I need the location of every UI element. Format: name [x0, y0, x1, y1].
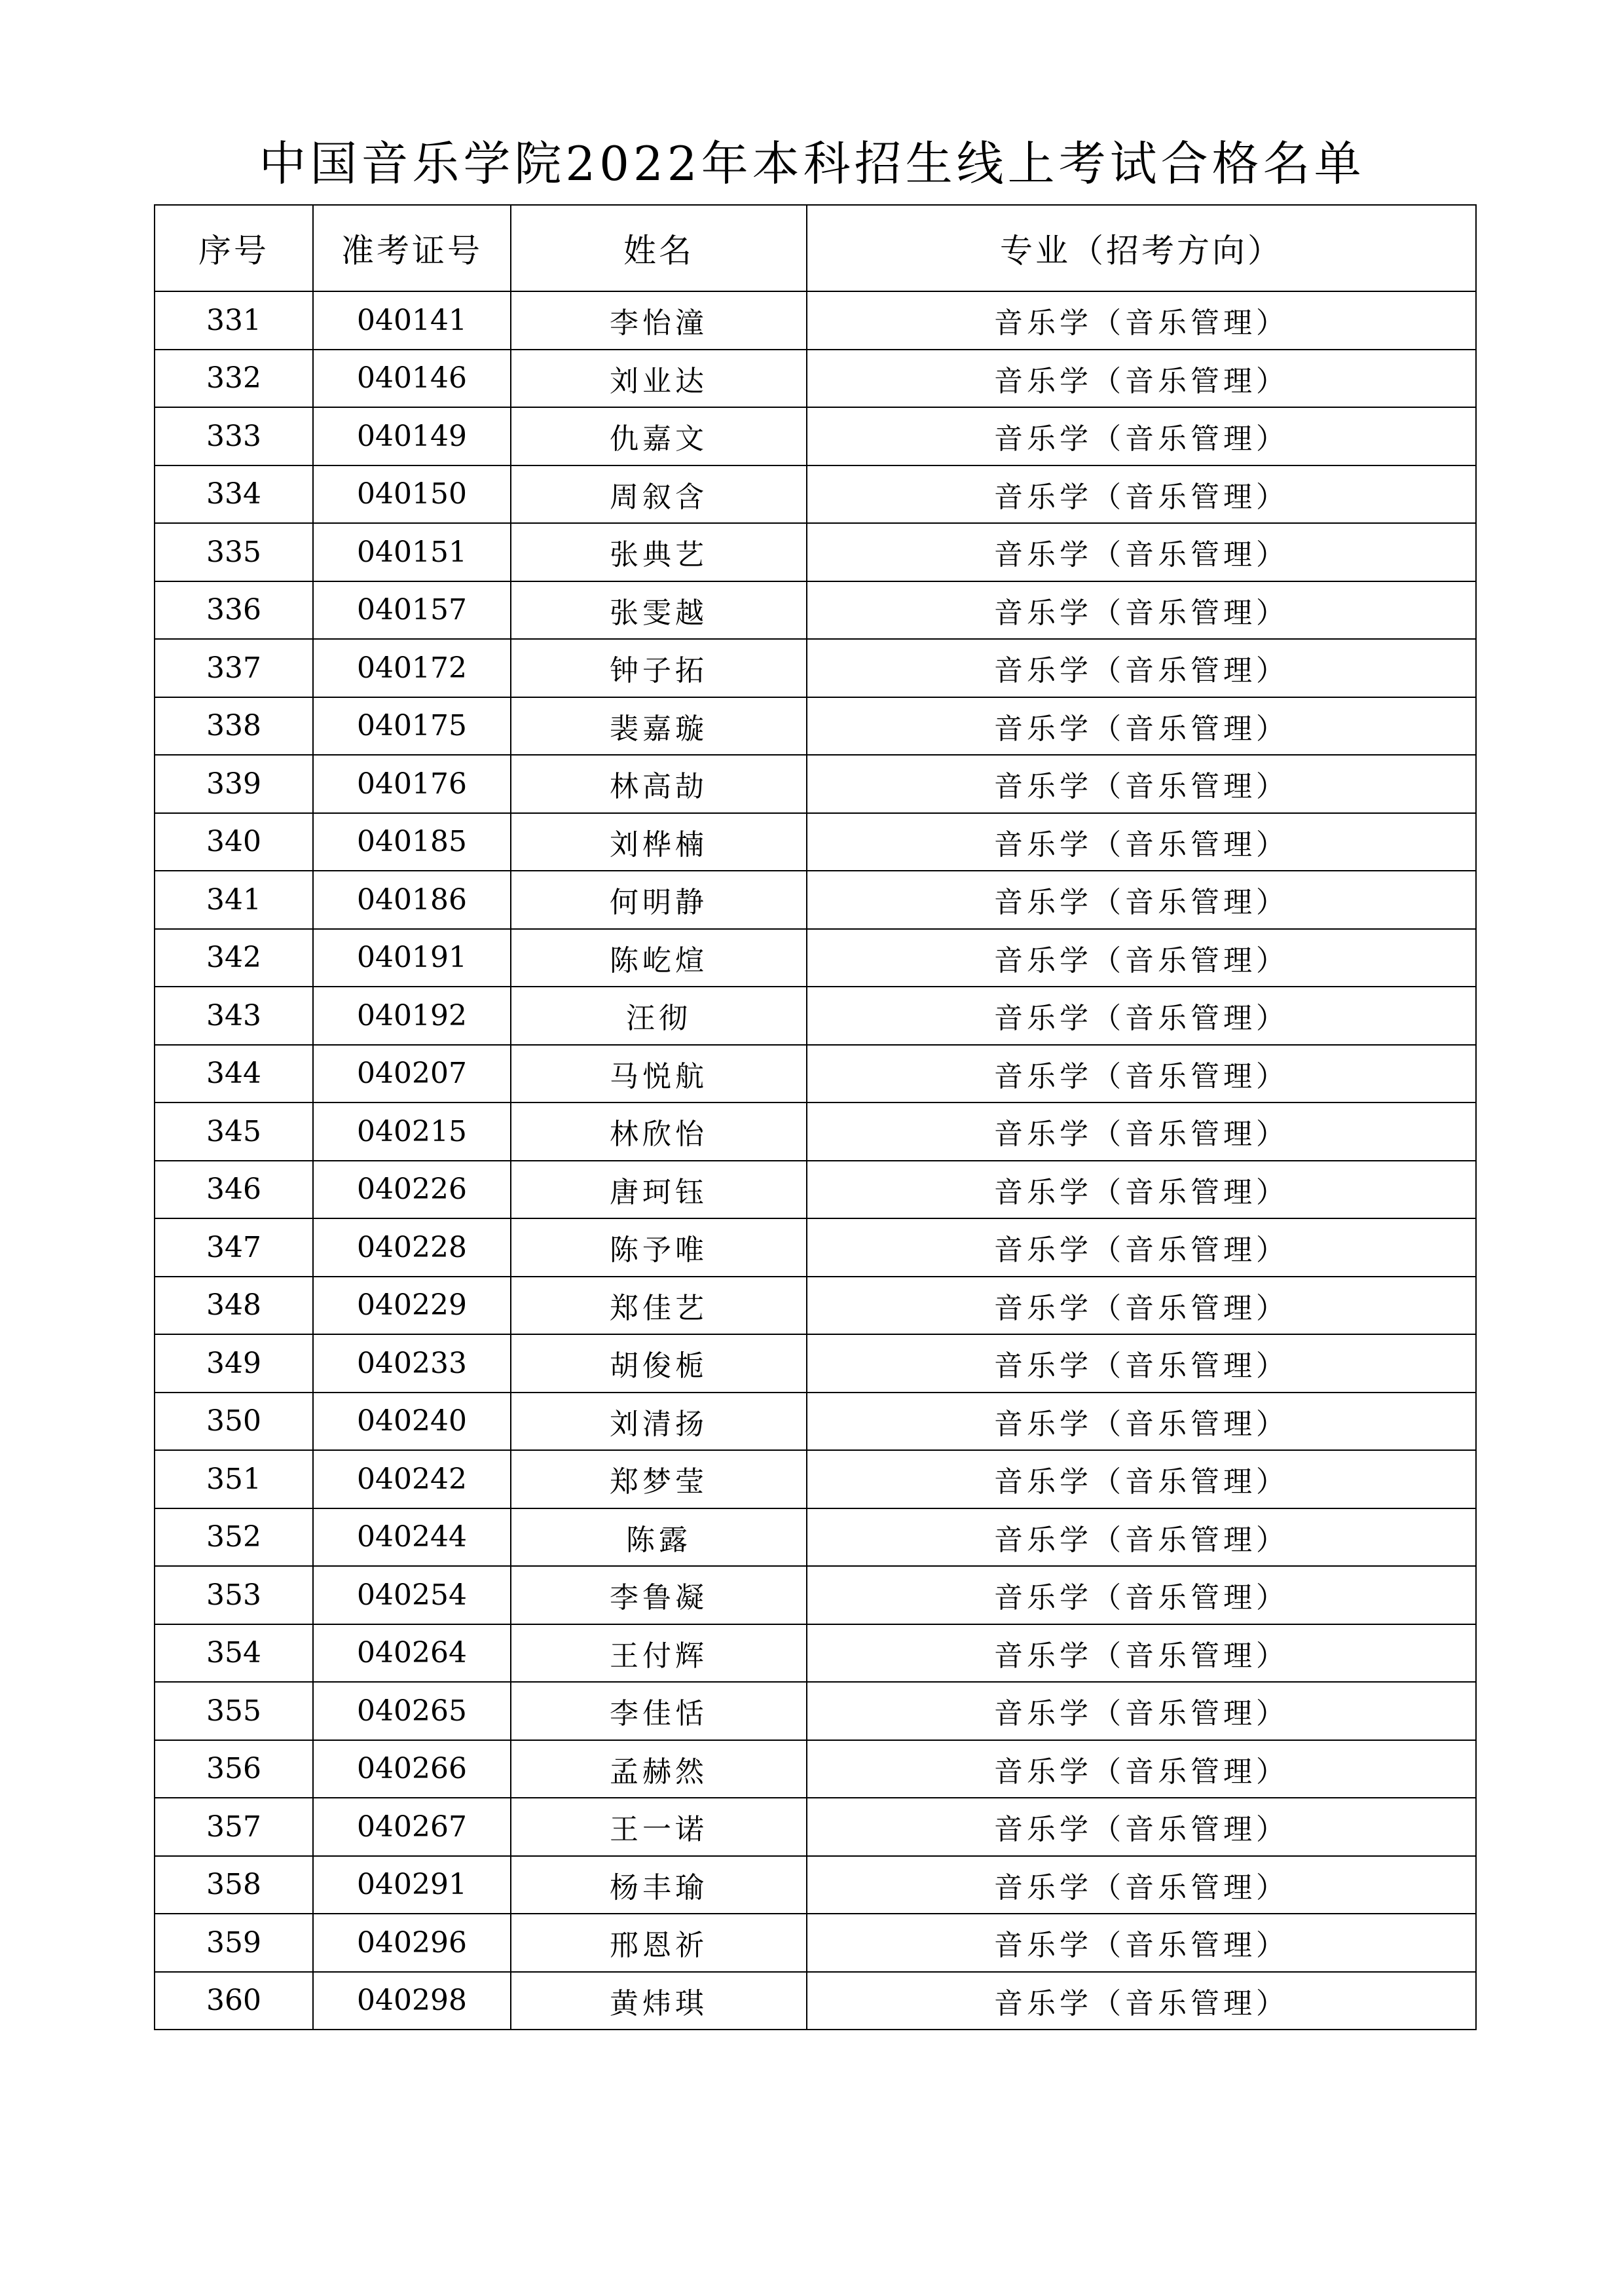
table-row	[155, 407, 1476, 465]
table-row	[155, 639, 1476, 697]
cell-exam-id: 040185	[313, 813, 511, 871]
cell-name: 陈予唯	[511, 1218, 807, 1277]
cell-name: 陈屹煊	[511, 929, 807, 987]
cell-serial-number: 358	[155, 1856, 313, 1914]
cell-serial-number: 350	[155, 1393, 313, 1451]
cell-major: 音乐学（音乐管理）	[807, 1334, 1476, 1393]
cell-name: 仇嘉文	[511, 407, 807, 465]
cell-major: 音乐学（音乐管理）	[807, 407, 1476, 465]
cell-serial-number: 337	[155, 639, 313, 697]
cell-serial-number: 340	[155, 813, 313, 871]
table-row	[155, 755, 1476, 813]
cell-exam-id: 040291	[313, 1856, 511, 1914]
cell-serial-number: 357	[155, 1798, 313, 1856]
cell-exam-id: 040298	[313, 1972, 511, 2030]
cell-name: 周叙含	[511, 465, 807, 524]
cell-major: 音乐学（音乐管理）	[807, 1856, 1476, 1914]
table-row	[155, 1393, 1476, 1451]
cell-name: 李怡潼	[511, 291, 807, 350]
table-row	[155, 1856, 1476, 1914]
table-row	[155, 1334, 1476, 1393]
cell-name: 杨丰瑜	[511, 1856, 807, 1914]
cell-exam-id: 040233	[313, 1334, 511, 1393]
cell-major: 音乐学（音乐管理）	[807, 465, 1476, 524]
cell-exam-id: 040215	[313, 1102, 511, 1161]
table-row	[155, 1161, 1476, 1219]
table-row	[155, 1972, 1476, 2030]
cell-exam-id: 040172	[313, 639, 511, 697]
cell-name: 郑佳艺	[511, 1277, 807, 1335]
cell-serial-number: 349	[155, 1334, 313, 1393]
table-row	[155, 987, 1476, 1045]
cell-major: 音乐学（音乐管理）	[807, 871, 1476, 929]
cell-major: 音乐学（音乐管理）	[807, 1102, 1476, 1161]
cell-major: 音乐学（音乐管理）	[807, 1161, 1476, 1219]
table-row	[155, 1277, 1476, 1335]
table-body	[155, 291, 1476, 2030]
cell-major: 音乐学（音乐管理）	[807, 523, 1476, 581]
cell-exam-id: 040207	[313, 1045, 511, 1103]
cell-major: 音乐学（音乐管理）	[807, 1218, 1476, 1277]
table-row	[155, 291, 1476, 350]
cell-major: 音乐学（音乐管理）	[807, 1393, 1476, 1451]
cell-major: 音乐学（音乐管理）	[807, 1277, 1476, 1335]
cell-major: 音乐学（音乐管理）	[807, 813, 1476, 871]
table-row	[155, 1798, 1476, 1856]
cell-serial-number: 336	[155, 581, 313, 640]
table-row	[155, 1682, 1476, 1740]
cell-serial-number: 338	[155, 697, 313, 756]
cell-exam-id: 040146	[313, 350, 511, 408]
cell-name: 王付辉	[511, 1624, 807, 1683]
cell-serial-number: 351	[155, 1450, 313, 1508]
cell-major: 音乐学（音乐管理）	[807, 350, 1476, 408]
cell-major: 音乐学（音乐管理）	[807, 755, 1476, 813]
cell-exam-id: 040175	[313, 697, 511, 756]
cell-major: 音乐学（音乐管理）	[807, 987, 1476, 1045]
cell-name: 钟子拓	[511, 639, 807, 697]
cell-major: 音乐学（音乐管理）	[807, 639, 1476, 697]
cell-exam-id: 040254	[313, 1566, 511, 1624]
cell-name: 张典艺	[511, 523, 807, 581]
cell-serial-number: 332	[155, 350, 313, 408]
cell-serial-number: 339	[155, 755, 313, 813]
cell-serial-number: 352	[155, 1508, 313, 1567]
table-row	[155, 813, 1476, 871]
table-row	[155, 1450, 1476, 1508]
cell-major: 音乐学（音乐管理）	[807, 1508, 1476, 1567]
cell-exam-id: 040267	[313, 1798, 511, 1856]
page-title: 中国音乐学院2022年本科招生线上考试合格名单	[259, 136, 1365, 191]
cell-major: 音乐学（音乐管理）	[807, 1972, 1476, 2030]
cell-serial-number: 345	[155, 1102, 313, 1161]
cell-serial-number: 359	[155, 1914, 313, 1972]
cell-exam-id: 040296	[313, 1914, 511, 1972]
table-row	[155, 465, 1476, 524]
cell-name: 汪彻	[511, 987, 807, 1045]
cell-exam-id: 040141	[313, 291, 511, 350]
cell-exam-id: 040186	[313, 871, 511, 929]
table-row	[155, 1566, 1476, 1624]
cell-exam-id: 040149	[313, 407, 511, 465]
cell-name: 张雯越	[511, 581, 807, 640]
cell-serial-number: 344	[155, 1045, 313, 1103]
header-exam-id: 准考证号	[313, 205, 511, 291]
cell-serial-number: 347	[155, 1218, 313, 1277]
cell-major: 音乐学（音乐管理）	[807, 1450, 1476, 1508]
cell-name: 胡俊栀	[511, 1334, 807, 1393]
cell-exam-id: 040191	[313, 929, 511, 987]
header-serial-number: 序号	[155, 205, 313, 291]
table-row	[155, 929, 1476, 987]
cell-name: 黄炜琪	[511, 1972, 807, 2030]
table-row	[155, 523, 1476, 581]
cell-serial-number: 360	[155, 1972, 313, 2030]
cell-name: 邢恩祈	[511, 1914, 807, 1972]
cell-serial-number: 356	[155, 1740, 313, 1798]
cell-name: 郑梦莹	[511, 1450, 807, 1508]
cell-major: 音乐学（音乐管理）	[807, 1624, 1476, 1683]
cell-exam-id: 040192	[313, 987, 511, 1045]
table-row	[155, 1218, 1476, 1277]
cell-name: 何明静	[511, 871, 807, 929]
table-row	[155, 697, 1476, 756]
cell-exam-id: 040151	[313, 523, 511, 581]
cell-name: 林欣怡	[511, 1102, 807, 1161]
cell-major: 音乐学（音乐管理）	[807, 1798, 1476, 1856]
cell-exam-id: 040265	[313, 1682, 511, 1740]
cell-serial-number: 334	[155, 465, 313, 524]
cell-major: 音乐学（音乐管理）	[807, 581, 1476, 640]
cell-name: 林高劼	[511, 755, 807, 813]
cell-exam-id: 040150	[313, 465, 511, 524]
cell-name: 陈露	[511, 1508, 807, 1567]
cell-major: 音乐学（音乐管理）	[807, 1914, 1476, 1972]
table-row	[155, 1740, 1476, 1798]
cell-major: 音乐学（音乐管理）	[807, 291, 1476, 350]
header-major: 专业（招考方向）	[807, 205, 1476, 291]
table-row	[155, 581, 1476, 640]
header-name: 姓名	[511, 205, 807, 291]
cell-name: 孟赫然	[511, 1740, 807, 1798]
cell-major: 音乐学（音乐管理）	[807, 929, 1476, 987]
table-row	[155, 1508, 1476, 1567]
cell-serial-number: 348	[155, 1277, 313, 1335]
cell-exam-id: 040244	[313, 1508, 511, 1567]
cell-name: 唐珂钰	[511, 1161, 807, 1219]
cell-exam-id: 040229	[313, 1277, 511, 1335]
table-row	[155, 1102, 1476, 1161]
cell-exam-id: 040157	[313, 581, 511, 640]
cell-serial-number: 333	[155, 407, 313, 465]
cell-major: 音乐学（音乐管理）	[807, 1566, 1476, 1624]
cell-major: 音乐学（音乐管理）	[807, 697, 1476, 756]
cell-serial-number: 331	[155, 291, 313, 350]
cell-name: 李佳恬	[511, 1682, 807, 1740]
table-row	[155, 350, 1476, 408]
cell-serial-number: 353	[155, 1566, 313, 1624]
cell-exam-id: 040176	[313, 755, 511, 813]
cell-exam-id: 040240	[313, 1393, 511, 1451]
cell-name: 李鲁凝	[511, 1566, 807, 1624]
cell-serial-number: 346	[155, 1161, 313, 1219]
cell-name: 刘桦楠	[511, 813, 807, 871]
cell-name: 王一诺	[511, 1798, 807, 1856]
cell-exam-id: 040266	[313, 1740, 511, 1798]
cell-major: 音乐学（音乐管理）	[807, 1682, 1476, 1740]
cell-serial-number: 355	[155, 1682, 313, 1740]
cell-major: 音乐学（音乐管理）	[807, 1740, 1476, 1798]
table-header-row	[155, 205, 1476, 291]
table-row	[155, 1045, 1476, 1103]
table-row	[155, 1624, 1476, 1683]
cell-exam-id: 040226	[313, 1161, 511, 1219]
cell-name: 裴嘉璇	[511, 697, 807, 756]
cell-name: 马悦航	[511, 1045, 807, 1103]
cell-serial-number: 343	[155, 987, 313, 1045]
cell-serial-number: 341	[155, 871, 313, 929]
cell-serial-number: 335	[155, 523, 313, 581]
cell-exam-id: 040242	[313, 1450, 511, 1508]
cell-name: 刘业达	[511, 350, 807, 408]
table-row	[155, 1914, 1476, 1972]
cell-serial-number: 354	[155, 1624, 313, 1683]
cell-major: 音乐学（音乐管理）	[807, 1045, 1476, 1103]
cell-serial-number: 342	[155, 929, 313, 987]
cell-exam-id: 040264	[313, 1624, 511, 1683]
cell-name: 刘清扬	[511, 1393, 807, 1451]
table-row	[155, 871, 1476, 929]
cell-exam-id: 040228	[313, 1218, 511, 1277]
admission-list-table	[154, 204, 1477, 2030]
